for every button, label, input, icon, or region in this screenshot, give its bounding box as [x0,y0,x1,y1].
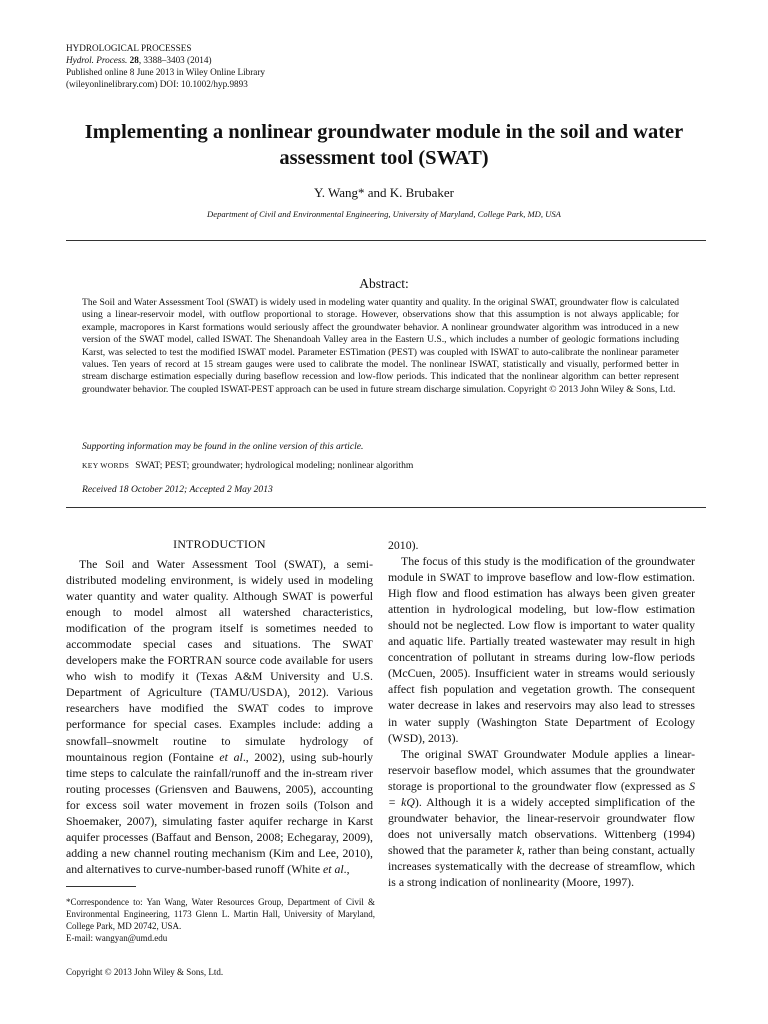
correspondence-footnote [66,896,375,944]
para1-etal-2: et al [323,861,344,876]
para3-text-a: The original SWAT Groundwater Module applies a linear-reservoir baseflow model, which assumes that the groundwater storage is proportional to the groundwater flow (expressed as [388,746,695,793]
header-rule [66,240,706,241]
equation-s-kq: S = kQ [388,778,695,809]
parameter-k: k [516,842,522,857]
doi-line: (wileyonlinelibrary.com) DOI: 10.1002/hyp.9893 [66,79,248,89]
para1-text-c: ., [343,861,350,876]
footnote-rule [66,886,136,887]
citation-journal: Hydrol. Process. [66,55,128,65]
intro-paragraph-3 [388,746,695,890]
affiliation: Department of Civil and Environmental Engineering, University of Maryland, College Park, MD, USA [207,209,561,219]
keywords [82,460,413,471]
citation-pages: , 3388–3403 (2014) [138,55,212,65]
continued-text: 2010). [388,538,419,552]
intro-paragraph-1b [388,537,695,553]
para1-text-a: The Soil and Water Assessment Tool (SWAT), a semi-distributed modeling environment, is widely used in modeling water quantity and water quality. Although SWAT is powerful enough to model almost all watershed characteristics, modification of the program itself is sometimes needed to accommodate special cases and situations. The SWAT developers make the FORTRAN source code available for users who wish to modify it (Texas A&M University and U.S. Department of Agriculture (TAMU/USDA), 2012). Various researchers have modified the SWAT codes to improve performance for special cases. Examples include: adding a snowfall–snowmelt routine to simulate hydrology of mountainous region (Fontaine [66,557,373,764]
para3-text-b: ). Although it is a widely accepted simplification of the groundwater behavior, the linear-reservoir groundwater flow does not universally match observations. Wittenberg (1994) showed that the parameter [388,794,695,857]
correspondence-email: E-mail: wangyan@umd.edu [66,933,168,943]
journal-citation [66,54,265,66]
para3-text-c: , rather than being constant, actually increases systematically with the decrease of streamflow, which is a strong indication of nonlinearity (Moore, 1997). [388,842,695,889]
journal-header [66,42,265,90]
authors: Y. Wang* and K. Brubaker [313,185,454,200]
journal-name: HYDROLOGICAL PROCESSES [66,43,192,53]
received-dates: Received 18 October 2012; Accepted 2 May 2013 [82,484,273,495]
right-column [388,537,695,890]
supporting-info: Supporting information may be found in the online version of this article. [82,441,364,452]
intro-paragraph-2: The focus of this study is the modification of the groundwater module in SWAT to improve baseflow and low-flow estimation. High flow and flood estimation has always been given greater attention in hydrological modeling, but low-flow estimation should not be neglected. Low flow is important to water quality and aquatic life. Partially treated wastewater may result in high concentration of pollutant in streams during low-flow periods (McCuen, 2005). Insufficient water in streams would seriously affect fish population and vegetation growth. The consequent water decrease in lakes and reservoirs may also lead to stresses in water supply (Washington State Department of Ecology (WSD), 2013). [388,554,695,745]
citation-volume: 28 [129,55,139,65]
abstract-rule [66,507,706,508]
correspondence-text: *Correspondence to: Yan Wang, Water Resources Group, Department of Civil & Environmental Engineering, 1173 Glenn L. Martin Hall, University of Maryland, College Park, MD 20742, USA. [66,897,375,931]
intro-paragraph-1a [66,556,373,877]
copyright-footer: Copyright © 2013 John Wiley & Sons, Ltd. [66,967,224,977]
keywords-label: KEY WORDS [82,461,130,470]
left-column [66,556,373,877]
para1-text-b: ., 2002), using sub-hourly time steps to calculate the rainfall/runoff and the in-stream river routing processes (Griensven and Bauwens, 2005), accounting for excess soil water movement in frozen soils (Tolson and Shoemaker, 2007), simulating faster aquifer recharge in Karst aquifer processes (Baffaut and Benson, 2008; Echegaray, 2009), adding a new channel routing mechanism (Kim and Lee, 2010), and alternatives to curve-number-based runoff (White [66,749,373,876]
section-heading-introduction: INTRODUCTION [173,537,266,551]
published-line: Published online 8 June 2013 in Wiley Online Library [66,67,266,77]
article-title: Implementing a nonlinear groundwater module in the soil and water assessment tool (SWAT) [84,121,684,169]
abstract-text: The Soil and Water Assessment Tool (SWAT) is widely used in modeling water quantity and quality. In the original SWAT, groundwater flow is calculated using a linear-reservoir model, with outflow proportional to storage. However, observations show that this assumption is not always applicable; for example, macropores in Karst formations would seriously affect the groundwater behavior. A nonlinear groundwater algorithm was introduced in a new version of the SWAT model, called ISWAT. The Shenandoah Valley area in the Eastern U.S., which includes a number of geologic formations including Karst, was selected to test the modified ISWAT model. Parameter ESTimation (PEST) was coupled with ISWAT to auto-calibrate the nonlinear parameter values. Ten years of record at 15 stream gauges were used to calibrate the model. The nonlinear ISWAT, statistically and visually, performed better in stream discharge estimation especially during baseflow recession and low-flow periods. This indicated that the nonlinear algorithm can better represent groundwater behavior. The coupled ISWAT-PEST approach can be used in future stream discharge simulation. Copyright © 2013 John Wiley & Sons, Ltd. [82,297,679,395]
keywords-text: SWAT; PEST; groundwater; hydrological modeling; nonlinear algorithm [135,460,414,471]
para1-etal-1: et al [219,749,243,764]
abstract-heading: Abstract: [359,276,409,291]
